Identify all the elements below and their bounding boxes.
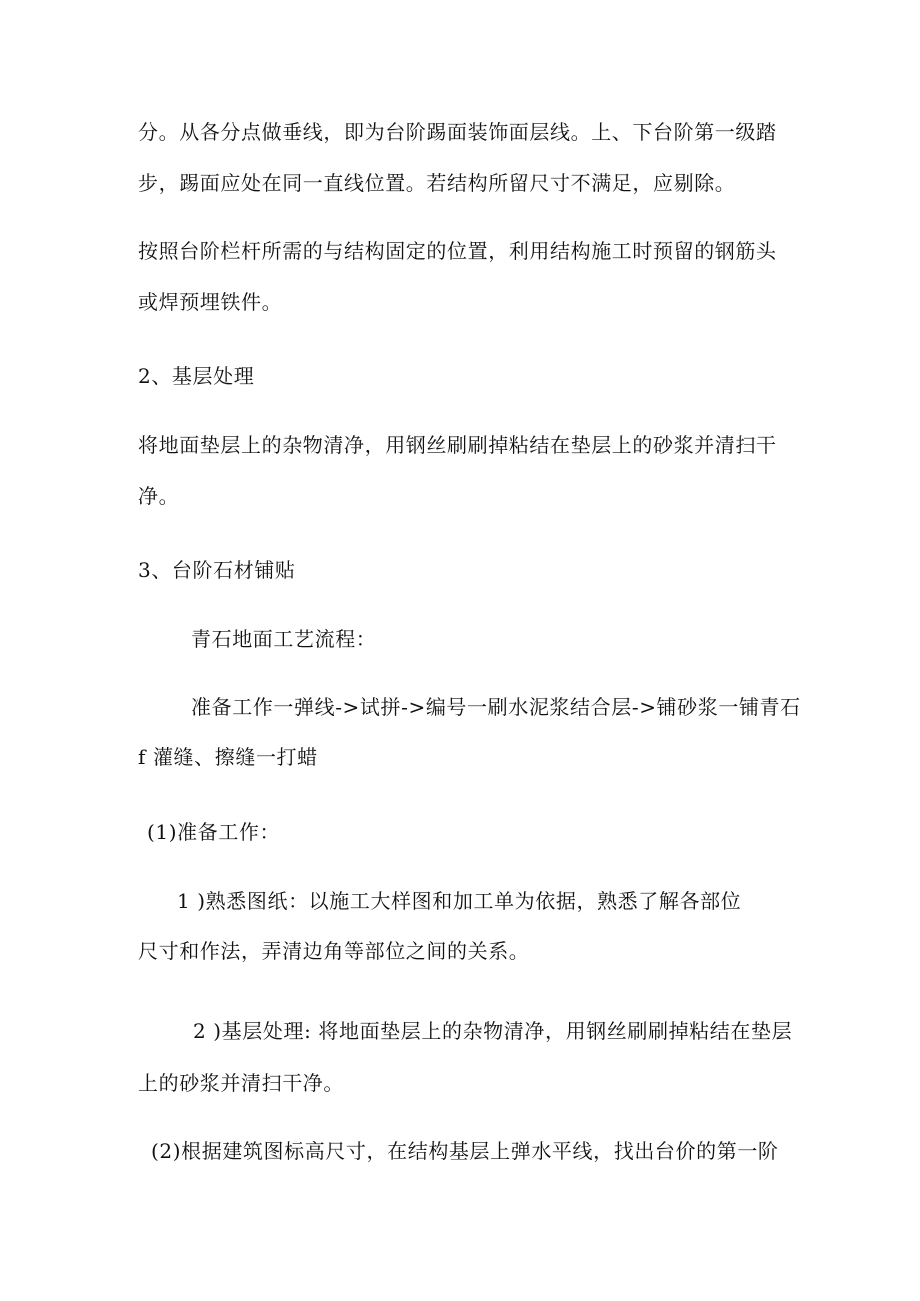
step-2-line-1: (2)根据建筑图标高尺寸，在结构基层上弹水平线，找出台价的第一阶 [151,1139,779,1163]
step-heading-preparation: (1)准备工作： [147,820,281,844]
text-line-3: 按照台阶栏杆所需的与结构固定的位置，利用结构施工时预留的钢筋头 [138,239,777,263]
text-line-4: 或焊预埋铁件。 [138,290,283,314]
process-title: 青石地面工艺流程： [191,627,377,651]
sub-step-2-line-2: 上的砂浆并清扫干净。 [138,1071,344,1095]
text-line-7: 净。 [138,484,180,508]
sub-step-1-line-2: 尺寸和作法，弄清边角等部位之间的关系。 [138,939,530,963]
sub-step-1-line-1: 1 )熟悉图纸：以施工大样图和加工单为依据，熟悉了解各部位 [177,889,742,913]
sub-step-2-line-1: 2 )基层处理: 将地面垫层上的杂物清净，用钢丝刷刷掉粘结在垫层 [193,1019,793,1043]
process-flow-line-1: 准备工作一弹线->试拼->编号一刷水泥浆结合层->铺砂浆一铺青石 [191,695,801,719]
section-heading-stone-laying: 3、台阶石材铺贴 [138,558,296,582]
text-line-1: 分。从各分点做垂线，即为台阶踢面装饰面层线。上、下台阶第一级踏 [138,120,777,144]
text-line-2: 步，踢面应处在同一直线位置。若结构所留尺寸不满足，应剔除。 [138,171,736,195]
text-line-6: 将地面垫层上的杂物清净，用钢丝刷刷掉粘结在垫层上的砂浆并清扫干 [138,433,777,457]
process-flow-line-2: f 灌缝、擦缝一打蜡 [138,745,318,769]
section-heading-base-treatment: 2、基层处理 [138,364,255,388]
